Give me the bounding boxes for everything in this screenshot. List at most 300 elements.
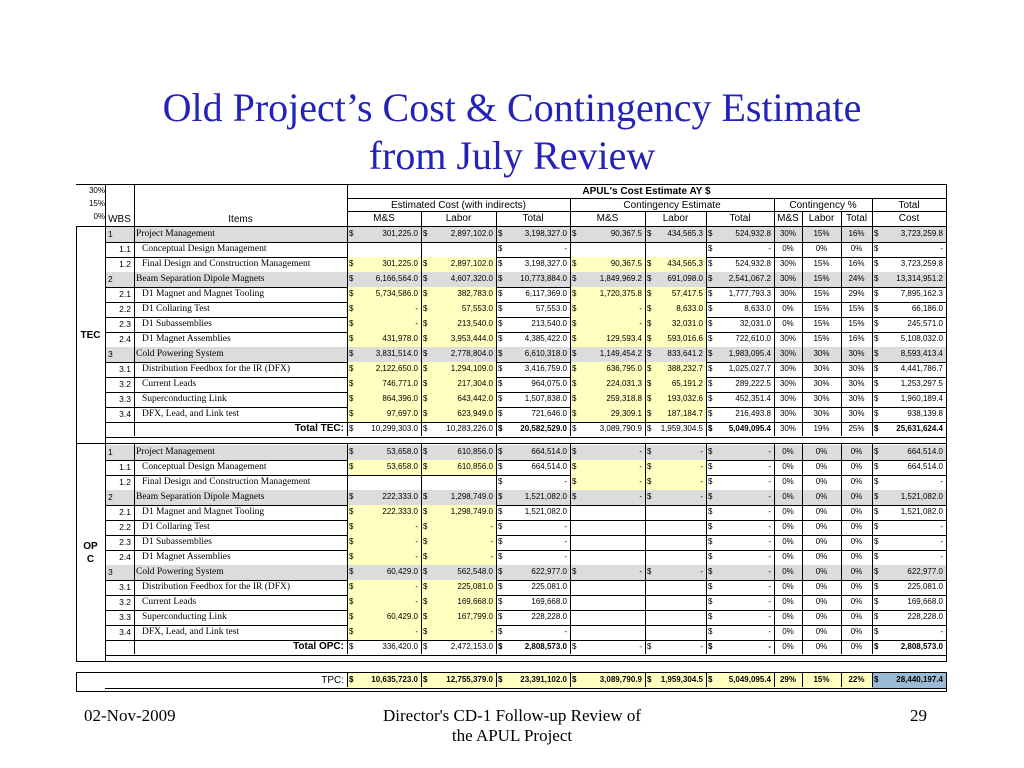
section-total-label: Total TEC:: [294, 423, 344, 434]
cell-lab: [421, 610, 496, 625]
cell-value: 562,548.0: [457, 567, 493, 576]
cell-value: -: [768, 447, 771, 456]
currency-sign: $: [708, 522, 713, 531]
cell-value: 289,222.5: [735, 379, 771, 388]
cell-value: -: [940, 244, 943, 253]
cell-value: 636,795.0: [606, 364, 642, 373]
cell-value: -: [768, 567, 771, 576]
currency-sign: $: [572, 274, 577, 283]
currency-sign: $: [349, 349, 354, 358]
cell-lab: [421, 460, 496, 475]
currency-sign: $: [349, 567, 354, 576]
cell-p1: 0%: [782, 522, 794, 531]
currency-sign: $: [498, 319, 503, 328]
currency-sign: $: [423, 349, 428, 358]
cell-ms: [347, 520, 421, 535]
cell-tc: [872, 595, 946, 610]
cell-tc: [872, 347, 946, 362]
footer-center-line-1: Director's CD-1 Follow-up Review of: [382, 706, 642, 725]
currency-sign: $: [498, 582, 503, 591]
cell-tc: [872, 580, 946, 595]
cell-p1: 30%: [779, 394, 796, 403]
cell-clab: [645, 242, 706, 257]
currency-sign: $: [498, 675, 503, 684]
cell-clab: [645, 490, 706, 505]
currency-sign: $: [423, 229, 428, 238]
grid-line: [872, 198, 873, 226]
cell-value: 6,610,318.0: [524, 349, 567, 358]
cell-clab: [645, 535, 706, 550]
cell-value: 938,139.8: [907, 409, 943, 418]
cell-value: -: [639, 462, 642, 471]
currency-sign: $: [647, 424, 652, 433]
cell-ctot: [706, 505, 774, 520]
cell-lab: [421, 445, 496, 460]
table-bottom-border: [76, 691, 947, 692]
cell-tot: [496, 460, 570, 475]
grid-line: [76, 661, 947, 662]
cell-p2: 0%: [815, 537, 828, 546]
table-top-border: [76, 184, 946, 185]
currency-sign: $: [874, 537, 879, 546]
cell-p3: 25%: [848, 424, 865, 433]
tpc-label: TPC:: [321, 675, 344, 686]
title-line-2: from July Review: [368, 133, 656, 178]
grid-line: [496, 444, 497, 654]
cell-ctot: [706, 242, 774, 257]
grid-line: [105, 184, 106, 226]
wbs-number: 3: [108, 349, 113, 359]
wbs-number: 2.3: [119, 537, 131, 547]
currency-sign: $: [874, 244, 879, 253]
currency-sign: $: [708, 492, 713, 501]
currency-sign: $: [498, 364, 503, 373]
currency-sign: $: [423, 507, 428, 516]
item-name: D1 Subassemblies: [142, 319, 212, 329]
cell-value: 57,553.0: [461, 304, 493, 313]
cell-value: -: [768, 612, 771, 621]
currency-sign: $: [349, 409, 354, 418]
cell-p3: 0%: [850, 492, 863, 501]
cell-p3: 16%: [848, 259, 865, 268]
cell-value: 4,607,320.0: [450, 274, 493, 283]
currency-sign: $: [874, 507, 879, 516]
cell-ctot: [706, 565, 774, 580]
cell-clab: [645, 227, 706, 242]
cell-value: 228,228.0: [907, 612, 943, 621]
cell-tc: [872, 475, 946, 490]
cell-value: -: [415, 304, 418, 313]
cell-cms: [570, 242, 645, 257]
currency-sign: $: [498, 462, 503, 471]
currency-sign: $: [708, 334, 713, 343]
cell-value: 129,593.4: [606, 334, 642, 343]
cell-clab: [645, 565, 706, 580]
grid-line: [841, 226, 842, 436]
currency-sign: $: [349, 582, 354, 591]
currency-sign: $: [349, 642, 354, 651]
cell-value: 1,959,304.5: [660, 424, 703, 433]
cell-lab: [421, 347, 496, 362]
cell-value: 664,514.0: [531, 447, 567, 456]
cell-value: 1,960,189.4: [900, 394, 943, 403]
cell-tc: [872, 302, 946, 317]
cell-p1: 0%: [782, 582, 794, 591]
currency-sign: $: [349, 627, 354, 636]
currency-sign: $: [423, 334, 428, 343]
cell-value: 3,831,514.0: [375, 349, 418, 358]
currency-sign: $: [498, 304, 503, 313]
grid-line: [76, 443, 947, 444]
cell-ms: [347, 550, 421, 565]
cell-value: -: [639, 642, 642, 651]
cell-value: -: [490, 522, 493, 531]
currency-sign: $: [874, 612, 879, 621]
wbs-number: 2: [108, 492, 113, 502]
cell-value: 5,049,095.4: [728, 424, 771, 433]
cell-ms: [347, 362, 421, 377]
cell-tot: [496, 445, 570, 460]
cell-p2: 15%: [813, 675, 830, 684]
cell-ctot: [706, 332, 774, 347]
cell-clab: [645, 272, 706, 287]
currency-sign: $: [647, 492, 652, 501]
cell-value: 5,108,032.0: [900, 334, 943, 343]
currency-sign: $: [874, 447, 879, 456]
cell-value: 213,540.0: [531, 319, 567, 328]
cell-value: -: [639, 567, 642, 576]
grid-line: [347, 672, 348, 687]
currency-sign: $: [572, 319, 577, 328]
cell-p1: 0%: [782, 447, 794, 456]
currency-sign: $: [708, 567, 713, 576]
cell-ctot: [706, 535, 774, 550]
cell-value: 1,521,082.0: [524, 507, 567, 516]
currency-sign: $: [647, 319, 652, 328]
grid-line: [645, 672, 646, 687]
cell-value: -: [415, 522, 418, 531]
wbs-number: 3.1: [119, 364, 131, 374]
cell-value: -: [768, 492, 771, 501]
cell-tot: [496, 407, 570, 422]
cell-value: 169,668.0: [531, 597, 567, 606]
grid-line: [706, 672, 707, 687]
cell-p3: 29%: [848, 289, 865, 298]
cell-value: -: [564, 552, 567, 561]
cell-p2: 30%: [813, 364, 830, 373]
cell-value: -: [940, 552, 943, 561]
cell-p1: 0%: [782, 304, 794, 313]
cell-cms: [570, 625, 645, 640]
currency-sign: $: [349, 492, 354, 501]
cell-lab: [421, 287, 496, 302]
cell-p2: 0%: [815, 477, 828, 486]
cell-tc: [872, 445, 946, 460]
cell-ms: [347, 422, 421, 437]
cell-p1: 30%: [779, 364, 796, 373]
currency-sign: $: [498, 522, 503, 531]
cell-value: 4,385,422.0: [524, 334, 567, 343]
cell-value: 213,540.0: [457, 319, 493, 328]
cell-ctot: [706, 520, 774, 535]
cell-tc: [872, 640, 946, 655]
cell-p3: 30%: [848, 394, 865, 403]
currency-sign: $: [647, 229, 652, 238]
column-header: Items: [228, 214, 253, 225]
currency-sign: $: [708, 319, 713, 328]
cell-p3: 30%: [848, 349, 865, 358]
footer-center: [340, 706, 684, 746]
cell-p1: 0%: [782, 552, 794, 561]
cell-ctot: [706, 460, 774, 475]
cell-value: -: [639, 304, 642, 313]
cell-cms: [570, 377, 645, 392]
cell-p1: 0%: [782, 507, 794, 516]
cell-value: -: [700, 462, 703, 471]
cell-value: 224,031.3: [606, 379, 642, 388]
grid-line: [76, 672, 77, 691]
currency-sign: $: [874, 582, 879, 591]
cell-tot: [496, 520, 570, 535]
grid-line: [421, 226, 422, 436]
cell-lab: [421, 490, 496, 505]
cell-value: -: [700, 567, 703, 576]
currency-sign: $: [572, 424, 577, 433]
currency-sign: $: [349, 612, 354, 621]
currency-sign: $: [349, 552, 354, 561]
cell-p1: 30%: [779, 229, 796, 238]
header-band: APUL's Cost Estimate AY $: [582, 186, 711, 197]
currency-sign: $: [708, 675, 713, 684]
cell-value: 1,849,969.2: [599, 274, 642, 283]
cell-value: 2,541,067.2: [728, 274, 771, 283]
cell-tc: [872, 377, 946, 392]
cell-value: 90,367.5: [610, 229, 642, 238]
grid-line: [496, 211, 497, 226]
currency-sign: $: [423, 289, 428, 298]
cell-lab: [421, 535, 496, 550]
cell-p3: 15%: [848, 319, 865, 328]
cell-p2: 15%: [813, 334, 830, 343]
item-name: Project Management: [136, 447, 215, 457]
cell-ms: [347, 460, 421, 475]
currency-sign: $: [647, 349, 652, 358]
currency-sign: $: [647, 259, 652, 268]
cell-value: -: [415, 552, 418, 561]
grid-line: [421, 444, 422, 654]
currency-sign: $: [572, 304, 577, 313]
cell-value: 6,117,369.0: [525, 289, 567, 298]
cell-cms: [570, 392, 645, 407]
currency-sign: $: [572, 447, 577, 456]
cell-tc: [872, 490, 946, 505]
cell-value: -: [768, 597, 771, 606]
currency-sign: $: [498, 507, 503, 516]
grid-line: [421, 672, 422, 687]
cell-value: 524,932.8: [735, 259, 771, 268]
column-header: Labor: [662, 213, 689, 224]
grid-line: [347, 226, 348, 436]
currency-sign: $: [423, 642, 428, 651]
currency-sign: $: [572, 259, 577, 268]
cell-value: 1,521,082.0: [900, 507, 943, 516]
cell-value: 301,225.0: [382, 229, 418, 238]
cell-value: -: [490, 537, 493, 546]
currency-sign: $: [647, 394, 652, 403]
cell-clab: [645, 317, 706, 332]
cell-value: 10,299,303.0: [371, 424, 418, 433]
wbs-number: 2.3: [119, 319, 131, 329]
cell-value: -: [564, 627, 567, 636]
currency-sign: $: [647, 642, 652, 651]
currency-sign: $: [572, 229, 577, 238]
currency-sign: $: [708, 394, 713, 403]
currency-sign: $: [498, 612, 503, 621]
cell-p3: 30%: [848, 379, 865, 388]
cell-value: 20,582,529.0: [520, 424, 567, 433]
cell-cms: [570, 317, 645, 332]
cell-value: 833,641.2: [667, 349, 703, 358]
cell-p3: 0%: [850, 244, 863, 253]
cell-value: 2,778,804.0: [450, 349, 493, 358]
cell-clab: [645, 347, 706, 362]
cell-value: 167,799.0: [457, 612, 493, 621]
grid-line: [347, 211, 946, 212]
wbs-number: 2.1: [119, 289, 131, 299]
cell-value: -: [564, 244, 567, 253]
grid-line: [802, 226, 803, 436]
cell-value: 217,304.0: [457, 379, 493, 388]
cell-value: -: [768, 642, 771, 651]
cell-cms: [570, 445, 645, 460]
item-name: Distribution Feedbox for the IR (DFX): [142, 364, 291, 374]
currency-sign: $: [423, 597, 428, 606]
currency-sign: $: [874, 642, 879, 651]
cell-p2: 0%: [815, 612, 828, 621]
cell-tot: [496, 302, 570, 317]
cell-value: 53,658.0: [386, 447, 418, 456]
cell-tot: [496, 565, 570, 580]
cell-value: 524,932.8: [735, 229, 771, 238]
cell-lab: [421, 332, 496, 347]
cell-tot: [496, 640, 570, 655]
cell-ctot: [706, 640, 774, 655]
item-name: Cold Powering System: [136, 567, 224, 577]
currency-sign: $: [708, 447, 713, 456]
currency-sign: $: [423, 675, 428, 684]
cell-p2: 15%: [813, 229, 830, 238]
cell-p3: 16%: [848, 229, 865, 238]
cell-cms: [570, 550, 645, 565]
cell-ms: [347, 287, 421, 302]
cell-ms: [347, 640, 421, 655]
currency-sign: $: [874, 675, 879, 684]
cell-p1: 30%: [779, 289, 796, 298]
cell-value: 65,191.2: [671, 379, 703, 388]
cell-value: 336,420.0: [382, 642, 418, 651]
wbs-number: 2.1: [119, 507, 131, 517]
currency-sign: $: [708, 259, 713, 268]
item-name: Beam Separation Dipole Magnets: [136, 274, 265, 284]
currency-sign: $: [349, 597, 354, 606]
currency-sign: $: [349, 364, 354, 373]
cell-lab: [421, 505, 496, 520]
currency-sign: $: [708, 289, 713, 298]
cell-tot: [496, 422, 570, 437]
currency-sign: $: [874, 259, 879, 268]
cell-cms: [570, 475, 645, 490]
cell-ms: [347, 242, 421, 257]
cell-tc: [872, 272, 946, 287]
column-header: WBS: [108, 214, 131, 225]
cell-p2: 19%: [813, 424, 830, 433]
cell-ms: [347, 302, 421, 317]
cell-value: -: [415, 627, 418, 636]
cell-value: -: [940, 627, 943, 636]
grid-line: [841, 211, 842, 226]
cell-p1: 30%: [779, 409, 796, 418]
cell-cms: [570, 535, 645, 550]
cell-value: 10,283,226.0: [446, 424, 493, 433]
cell-clab: [645, 625, 706, 640]
cell-p1: 30%: [779, 334, 796, 343]
cell-p1: 0%: [782, 627, 794, 636]
cell-value: 1,253,297.5: [900, 379, 943, 388]
cell-ms: [347, 347, 421, 362]
currency-sign: $: [498, 642, 503, 651]
currency-sign: $: [874, 522, 879, 531]
cell-tot: [496, 317, 570, 332]
cell-p2: 0%: [815, 552, 828, 561]
cell-clab: [645, 460, 706, 475]
currency-sign: $: [647, 274, 652, 283]
cell-tot: [496, 550, 570, 565]
currency-sign: $: [572, 462, 577, 471]
currency-sign: $: [423, 319, 428, 328]
item-name: D1 Magnet Assemblies: [142, 334, 231, 344]
cell-ms: [347, 565, 421, 580]
currency-sign: $: [708, 409, 713, 418]
cell-value: 1,298,749.0: [450, 492, 493, 501]
currency-sign: $: [874, 349, 879, 358]
cell-value: 2,808,573.0: [900, 642, 943, 651]
cell-clab: [645, 610, 706, 625]
cell-p2: 15%: [813, 274, 830, 283]
currency-sign: $: [708, 507, 713, 516]
currency-sign: $: [708, 537, 713, 546]
currency-sign: $: [423, 612, 428, 621]
cell-cms: [570, 287, 645, 302]
cell-lab: [421, 565, 496, 580]
cell-ctot: [706, 302, 774, 317]
grid-line: [802, 444, 803, 654]
grid-line: [706, 444, 707, 654]
cell-value: 169,668.0: [457, 597, 493, 606]
currency-sign: $: [349, 424, 354, 433]
currency-sign: $: [498, 424, 503, 433]
wbs-number: 1.2: [119, 259, 131, 269]
section-label-tec: TEC: [80, 329, 101, 341]
cell-p1: 0%: [782, 597, 794, 606]
cell-cms: [570, 673, 645, 688]
cell-p2: 0%: [815, 567, 828, 576]
wbs-number: 1: [108, 229, 113, 239]
currency-sign: $: [874, 274, 879, 283]
cell-p3: 0%: [850, 567, 863, 576]
footer-center-line-2: the APUL Project: [451, 726, 573, 745]
currency-sign: $: [874, 409, 879, 418]
cell-lab: [421, 362, 496, 377]
